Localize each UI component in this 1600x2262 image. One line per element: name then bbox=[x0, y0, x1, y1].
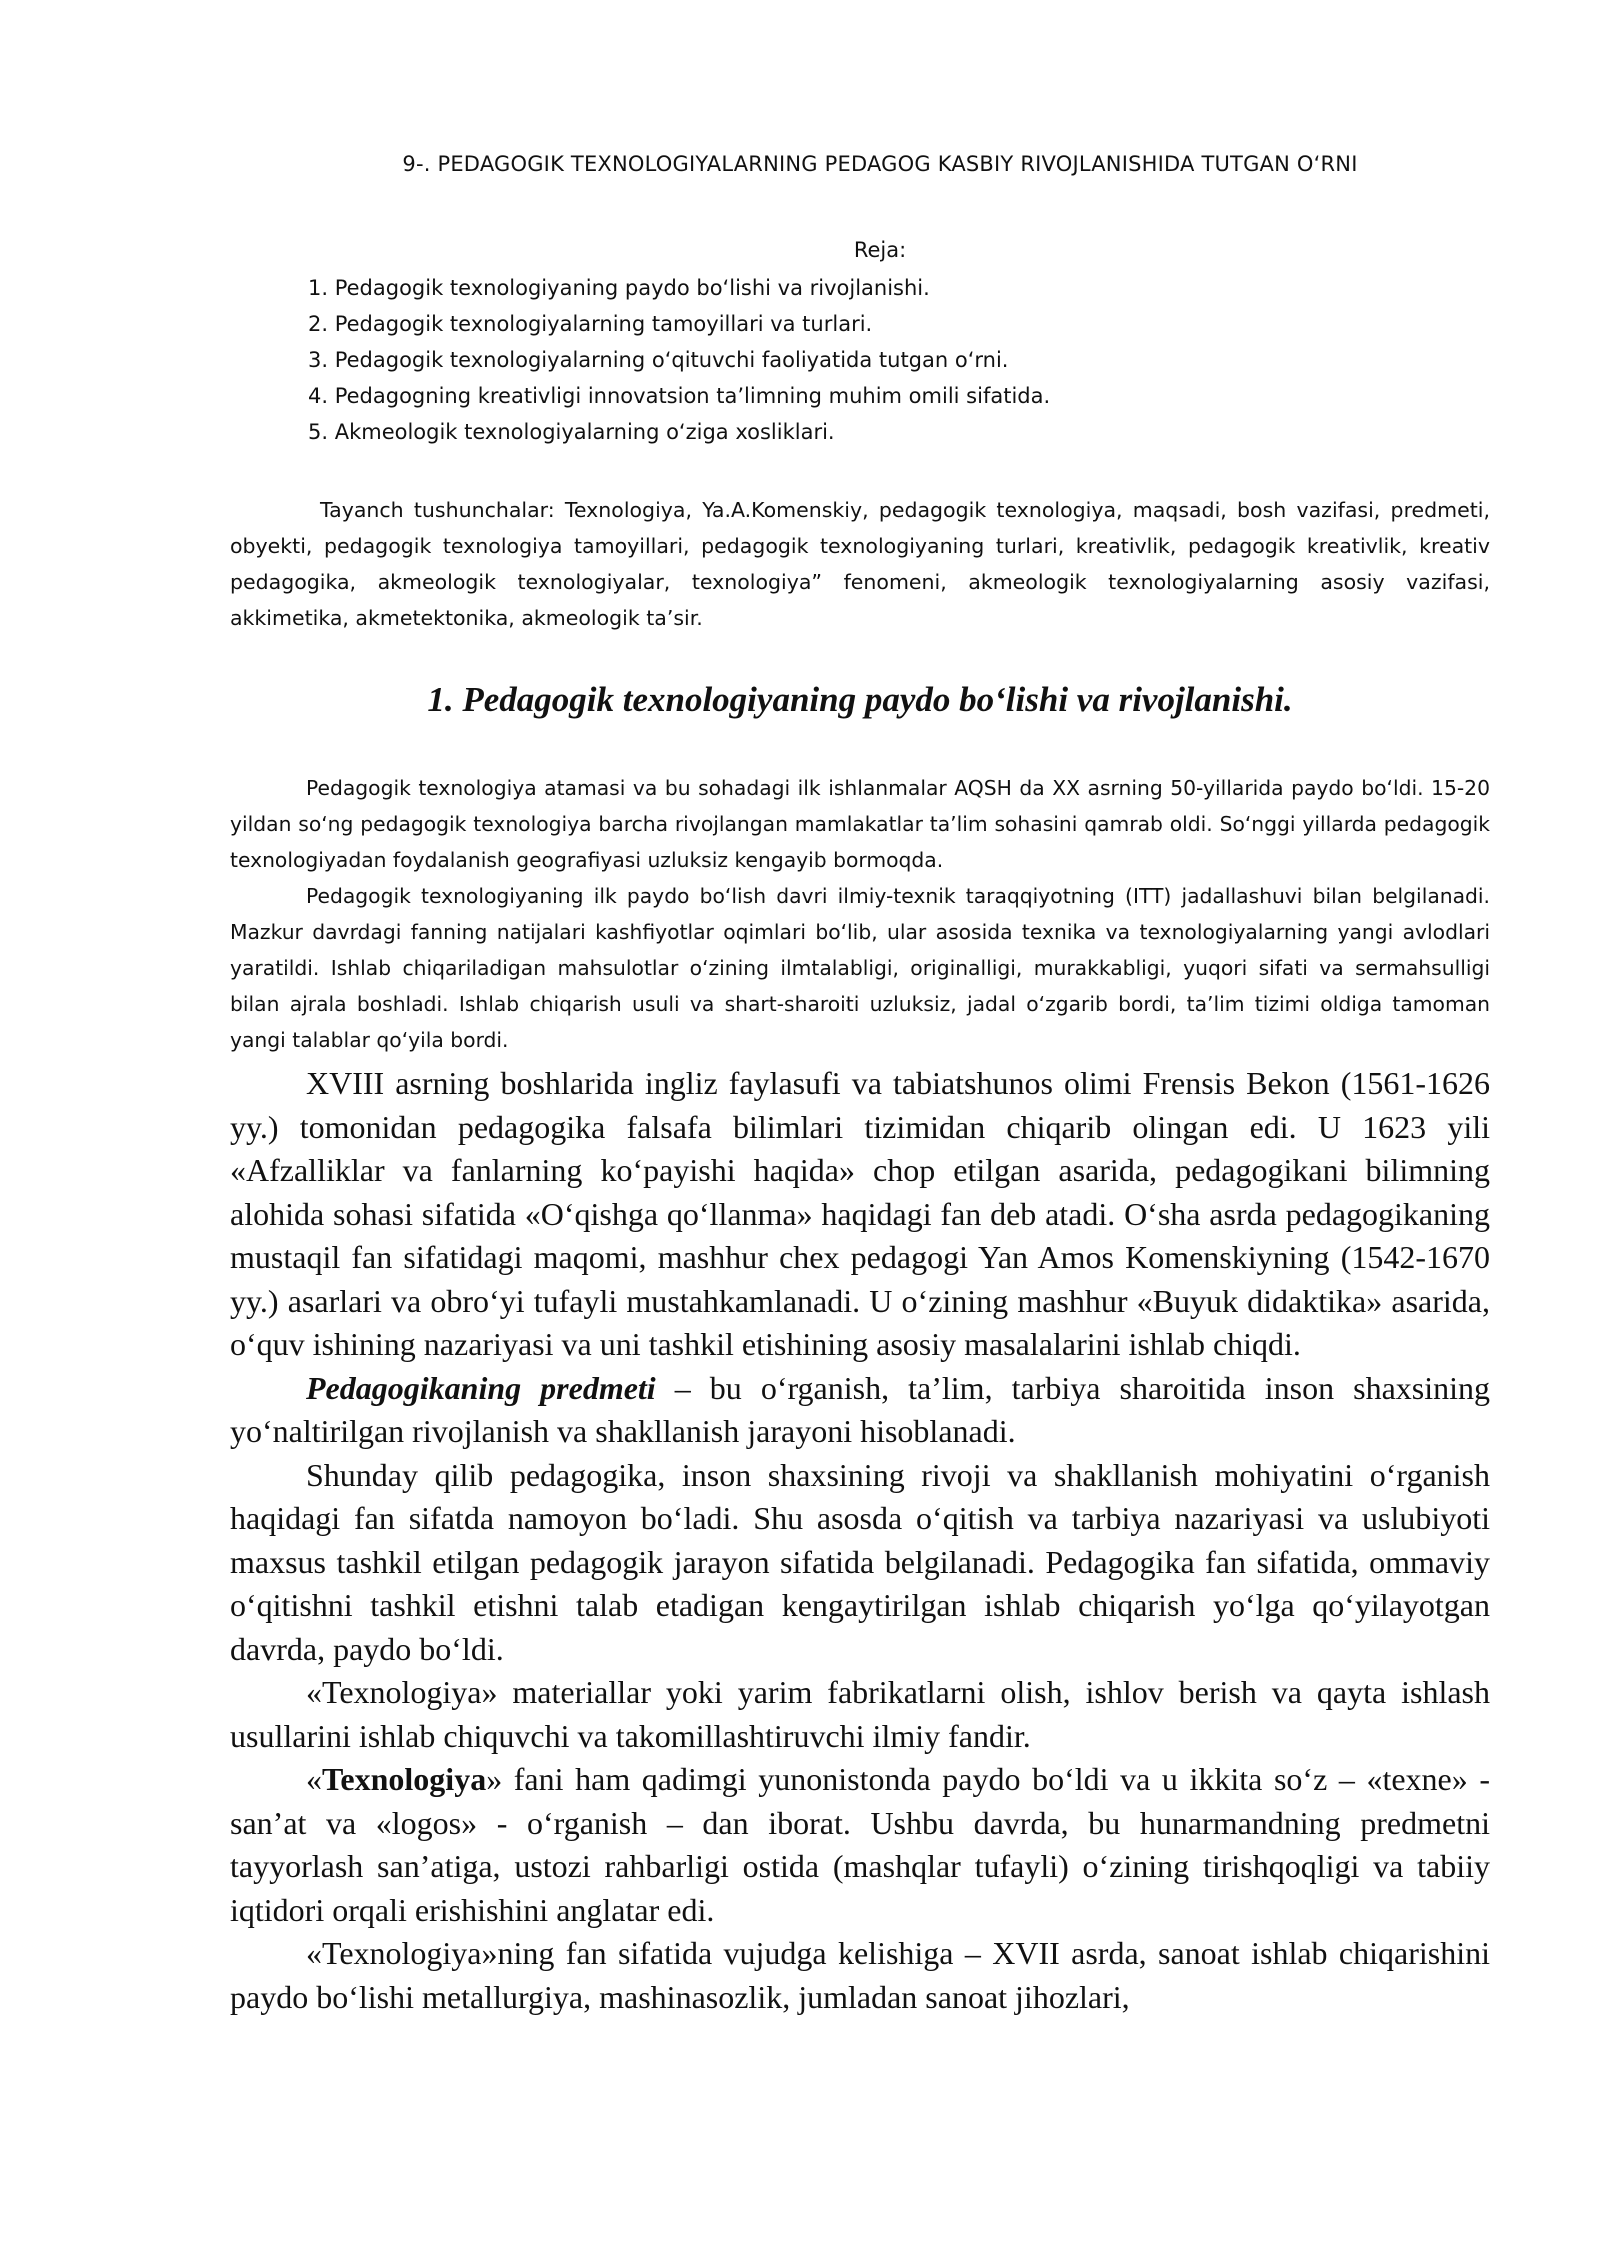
intro-text-block bbox=[230, 770, 1490, 1058]
paragraph: Pedagogik texnologiya atamasi va bu sohadagi ilk ishlanmalar AQSH da XX asrning 50-yillarida paydo bo‘ldi. 15-20 yildan so‘ng pedagogik texnologiya barcha rivojlangan mamlakatlar ta’lim sohasini qamrab oldi. So‘nggi yillarda pedagogik texnologiyadan foydalanish geografiyasi uzluksiz kengayib bormoqda. bbox=[230, 776, 1490, 872]
plan-item: 4. Pedagogning kreativligi innovatsion ta’limning muhim omili sifatida. bbox=[308, 384, 1051, 408]
paragraph-shunday: Shunday qilib pedagogika, inson shaxsining rivoji va shakllanish mohiyatini o‘rganish haqidagi fan sifatda namoyon bo‘ladi. Shu asosda o‘qitish va tarbiya nazariyasi va uslubiyoti maxsus tashkil etilgan pedagogik jarayon sifatida belgilanadi. Pedagogika fan sifatida, ommaviy o‘qitishni tashkil etishni talab etadigan kengaytirilgan ishlab chiqarish yo‘lga qo‘yilayotgan davrda, paydo bo‘ldi. bbox=[230, 1456, 1490, 1667]
paragraph-text: – bu o‘rganish, ta’lim, tarbiya sharoitida inson shaxsining yo‘naltirilgan rivojlanish va shakllanish jarayoni hisoblanadi. bbox=[230, 1369, 1491, 1449]
paragraph: Pedagogik texnologiyaning ilk paydo bo‘lish davri ilmiy-texnik taraqqiyotning (ITT) jadallashuvi bilan belgilanadi. Mazkur davrdagi fanning natijalari kashfiyotlar oqimlari bo‘lib, ular asosida texnika va texnologiyalarning yangi avlodlari yaratildi. Ishlab chiqariladigan mahsulotlar o‘zining ilmtalabligi, originalligi, murakkabligi, yuqori sifati va sermahsulligi bilan ajrala boshladi. Ishlab chiqarish usuli va shart-sharoiti uzluksiz, jadal o‘zgarib bordi, ta’lim tizimi oldiga tamoman yangi talablar qo‘yila bordi. bbox=[230, 884, 1490, 1052]
plan-list bbox=[308, 270, 1408, 450]
keywords-paragraph: Tayanch tushunchalar: Texnologiya, Ya.A.Komenskiy, pedagogik texnologiya, maqsadi, bosh vazifasi, predmeti, obyekti, pedagogik texnologiya tamoyillari, pedagogik texnologiyaning turlari, kreativlik, pedagogik kreativlik, kreativ pedagogika, akmeologik texnologiyalar, texnologiya” fenomeni, akmeologik texnologiyalarning asosiy vazifasi, akkimetika, akmetektonika, akmeologik ta’sir. bbox=[230, 498, 1490, 630]
document-title: 9-. PEDAGOGIK TEXNOLOGIYALARNING PEDAGOG KASBIY RIVOJLANISHIDA TUTGAN O‘RNI bbox=[402, 152, 1358, 176]
main-text-block bbox=[230, 1062, 1490, 2019]
quote-mark: « bbox=[306, 1761, 322, 1797]
plan-item: 2. Pedagogik texnologiyalarning tamoyillari va turlari. bbox=[308, 312, 873, 336]
paragraph-last: «Texnologiya»ning fan sifatida vujudga kelishiga – XVII asrda, sanoat ishlab chiqarishini paydo bo‘lishi metallurgiya, mashinasozlik, jumladan sanoat jihozlari, bbox=[230, 1935, 1490, 2015]
paragraph-texnologiya-fani bbox=[230, 1758, 1490, 1932]
paragraph-texnologiya: «Texnologiya» materiallar yoki yarim fabrikatlarni olish, ishlov berish va qayta ishlash usullarini ishlab chiquvchi va takomillashtiruvchi ilmiy fandir. bbox=[230, 1674, 1490, 1754]
plan-heading: Reja: bbox=[853, 238, 907, 262]
paragraph-predmet bbox=[230, 1367, 1490, 1454]
plan-item: 5. Akmeologik texnologiyalarning o‘ziga xosliklari. bbox=[308, 420, 835, 444]
term-pedagogika-predmeti: Pedagogikaning predmeti bbox=[306, 1369, 656, 1406]
term-texnologiya: Texnologiya bbox=[322, 1761, 487, 1797]
paragraph-text: » fani ham qadimgi yunonistonda paydo bo‘ldi va u ikkita so‘z – «texne» - san’at va «logos» - o‘rganish – dan iborat. Ushbu davrda, bu hunarmandning predmetni tayyorlash san’atiga, ustozi rahbarligi ostida (mashqlar tufayli) o‘zining tirishqoqligi va tabiiy iqtidori orqali erishishini anglatar edi. bbox=[230, 1761, 1490, 1928]
plan-item: 1. Pedagogik texnologiyaning paydo bo‘lishi va rivojlanishi. bbox=[308, 276, 930, 300]
section-heading: 1. Pedagogik texnologiyaning paydo bo‘lishi va rivojlanishi. bbox=[427, 680, 1293, 719]
plan-item: 3. Pedagogik texnologiyalarning o‘qituvchi faoliyatida tutgan o‘rni. bbox=[308, 348, 1009, 372]
paragraph-bekon: XVIII asrning boshlarida ingliz faylasufi va tabiatshunos olimi Frensis Bekon (1561-1626 yy.) tomonidan pedagogika falsafa bilimlari tizimidan chiqarib olingan edi. U 1623 yili «Afzalliklar va fanlarning ko‘payishi haqida» chop etilgan asarida, pedagogikani bilimning alohida sohasi sifatida «O‘qishga qo‘llanma» haqidagi fan deb atadi. O‘sha asrda pedagogikaning mustaqil fan sifatidagi maqomi, mashhur chex pedagogi Yan Amos Komenskiyning (1542-1670 yy.) asarlari va obro‘yi tufayli mustahkamlanadi. U o‘zining mashhur «Buyuk didaktika» asarida, o‘quv ishining nazariyasi va uni tashkil etishining asosiy masalalarini ishlab chiqdi. bbox=[230, 1065, 1490, 1362]
